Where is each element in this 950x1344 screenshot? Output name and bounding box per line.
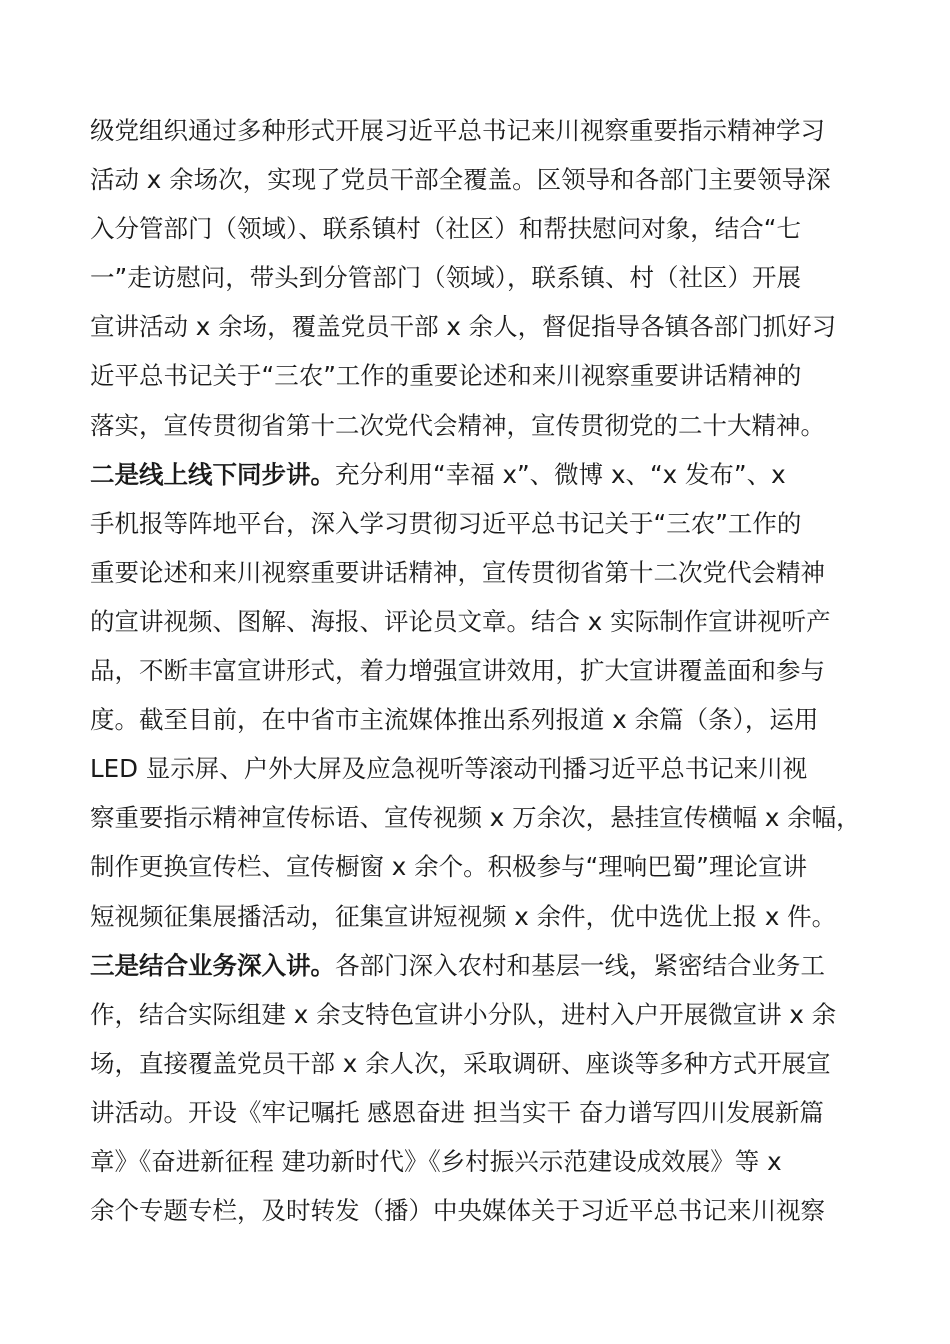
line-23-text: 余个专题专栏，及时转发（播）中央媒体关于习近平总书记来川视察 (90, 1196, 825, 1226)
line-8-text: 充分利用“幸福 x”、微博 x、“x 发布”、x (335, 459, 786, 489)
text-line-1 (90, 106, 880, 155)
line-18-text: 各部门深入农村和基层一线，紧密结合业务工 (335, 950, 825, 980)
text-line-22 (90, 1137, 880, 1186)
text-line-8 (90, 450, 880, 499)
line-1-text: 级党组织通过多种形式开展习近平总书记来川视察重要指示精神学习 (90, 116, 825, 145)
line-15-text: 察重要指示精神宣传标语、宣传视频 x 万余次，悬挂宣传横幅 x 余幅， (90, 803, 861, 833)
text-line-15 (90, 793, 880, 842)
text-line-7 (90, 401, 880, 450)
text-line-3 (90, 204, 880, 253)
text-line-10 (90, 548, 880, 597)
text-line-9 (90, 499, 880, 548)
text-line-13 (90, 695, 880, 744)
line-17-text: 短视频征集展播活动，征集宣讲短视频 x 余件，优中选优上报 x 件。 (90, 901, 837, 931)
line-19-text: 作，结合实际组建 x 余支特色宣讲小分队，进村入户开展微宣讲 x 余 (90, 999, 837, 1029)
section-heading-2: 二是线上线下同步讲。 (90, 459, 335, 489)
body-text (90, 106, 880, 1235)
text-line-5 (90, 302, 880, 351)
line-2-text: 活动 x 余场次，实现了党员干部全覆盖。区领导和各部门主要领导深 (90, 165, 831, 195)
line-14-text: LED 显示屏、户外大屏及应急视听等滚动刊播习近平总书记来川视 (90, 754, 808, 784)
line-6-text: 近平总书记关于“三农”工作的重要论述和来川视察重要讲话精神的 (90, 361, 802, 391)
text-line-17 (90, 892, 880, 941)
section-heading-3: 三是结合业务深入讲。 (90, 950, 335, 980)
line-5-text: 宣讲活动 x 余场，覆盖党员干部 x 余人，督促指导各镇各部门抓好习 (90, 312, 837, 342)
text-line-18 (90, 941, 880, 990)
line-10-text: 重要论述和来川视察重要讲话精神，宣传贯彻省第十二次党代会精神 (90, 557, 825, 587)
text-line-2 (90, 155, 880, 204)
line-22-text: 章》《奋进新征程 建功新时代》《乡村振兴示范建设成效展》等 x (90, 1146, 782, 1176)
line-12-text: 品，不断丰富宣讲形式，着力增强宣讲效用，扩大宣讲覆盖面和参与 (90, 656, 825, 686)
text-line-20 (90, 1039, 880, 1088)
line-11-text: 的宣讲视频、图解、海报、评论员文章。结合 x 实际制作宣讲视听产 (90, 606, 831, 636)
line-16-text: 制作更换宣传栏、宣传橱窗 x 余个。积极参与“理响巴蜀”理论宣讲 (90, 852, 807, 882)
line-9-text: 手机报等阵地平台，深入学习贯彻习近平总书记关于“三农”工作的 (90, 508, 802, 538)
text-line-16 (90, 842, 880, 891)
text-line-6 (90, 351, 880, 400)
line-13-text: 度。截至目前，在中省市主流媒体推出系列报道 x 余篇（条），运用 (90, 705, 819, 735)
line-3-text: 入分管部门（领域）、联系镇村（社区）和帮扶慰问对象，结合“七 (90, 214, 801, 244)
text-line-23 (90, 1186, 880, 1235)
text-line-21 (90, 1088, 880, 1137)
text-line-19 (90, 990, 880, 1039)
text-line-12 (90, 646, 880, 695)
text-line-11 (90, 597, 880, 646)
text-line-4 (90, 253, 880, 302)
line-7-text: 落实，宣传贯彻省第十二次党代会精神，宣传贯彻党的二十大精神。 (90, 410, 825, 440)
line-4-text: 一”走访慰问，带头到分管部门（领域），联系镇、村（社区）开展 (90, 263, 801, 293)
text-line-14 (90, 744, 880, 793)
line-20-text: 场，直接覆盖党员干部 x 余人次，采取调研、座谈等多种方式开展宣 (90, 1048, 831, 1078)
line-21-text: 讲活动。开设《牢记嘱托 感恩奋进 担当实干 奋力谱写四川发展新篇 (90, 1097, 824, 1127)
